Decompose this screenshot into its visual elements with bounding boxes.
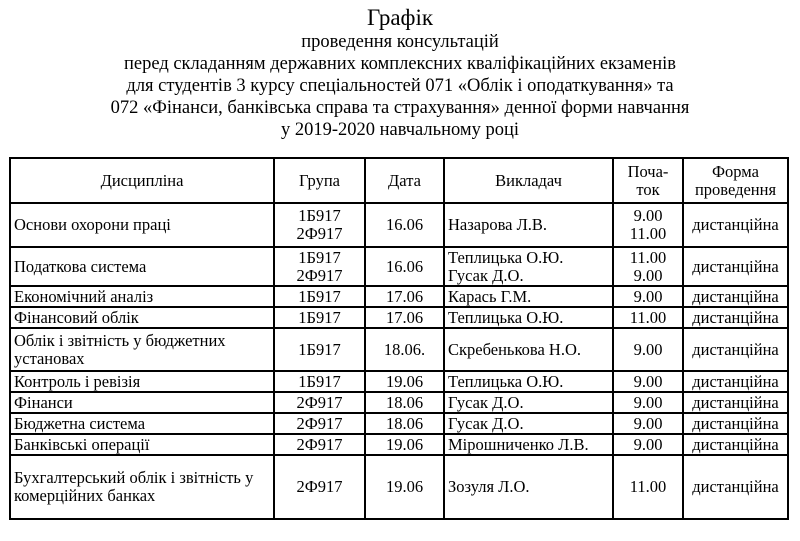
cell-form: дистанційна xyxy=(683,203,788,247)
cell-form: дистанційна xyxy=(683,413,788,434)
cell-date: 18.06. xyxy=(365,328,444,371)
cell-teacher: Зозуля Л.О. xyxy=(444,455,613,519)
cell-start: 9.00 xyxy=(613,413,683,434)
cell-discipline: Бухгалтерський облік і звітність у комерційних банках xyxy=(10,455,274,519)
cell-teacher: Теплицька О.Ю. xyxy=(444,371,613,392)
cell-date: 18.06 xyxy=(365,392,444,413)
cell-start: 11.00 xyxy=(613,307,683,328)
cell-start: 9.00 xyxy=(613,434,683,455)
cell-teacher: Теплицька О.Ю. xyxy=(444,307,613,328)
cell-discipline: Економічний аналіз xyxy=(10,286,274,307)
cell-teacher: Мірошниченко Л.В. xyxy=(444,434,613,455)
document-title: Графік xyxy=(366,5,434,30)
cell-discipline: Облік і звітність у бюджетних установах xyxy=(10,328,274,371)
cell-start: 9.00 xyxy=(613,392,683,413)
document-header xyxy=(0,4,800,141)
cell-teacher: Гусак Д.О. xyxy=(444,392,613,413)
cell-form: дистанційна xyxy=(683,247,788,286)
cell-form: дистанційна xyxy=(683,455,788,519)
cell-start: 11.00 xyxy=(613,455,683,519)
header-line-2: перед складанням державних комплексних кваліфікаційних екзаменів xyxy=(123,54,677,74)
cell-group: 1Б917 2Ф917 xyxy=(274,203,365,247)
column-header-group: Група xyxy=(274,158,365,203)
cell-discipline: Фінансовий облік xyxy=(10,307,274,328)
cell-discipline: Податкова система xyxy=(10,247,274,286)
table-row xyxy=(10,247,788,286)
cell-form: дистанційна xyxy=(683,371,788,392)
column-header-date: Дата xyxy=(365,158,444,203)
cell-teacher: Назарова Л.В. xyxy=(444,203,613,247)
table-row xyxy=(10,455,788,519)
cell-discipline: Бюджетна система xyxy=(10,413,274,434)
cell-form: дистанційна xyxy=(683,307,788,328)
cell-discipline: Банківські операції xyxy=(10,434,274,455)
cell-start: 9.00 11.00 xyxy=(613,203,683,247)
table-row xyxy=(10,434,788,455)
cell-discipline: Основи охорони праці xyxy=(10,203,274,247)
cell-date: 16.06 xyxy=(365,247,444,286)
table-header-row xyxy=(10,158,788,203)
column-header-discipline: Дисципліна xyxy=(10,158,274,203)
cell-teacher: Гусак Д.О. xyxy=(444,413,613,434)
header-line-4: 072 «Фінанси, банківська справа та страхування» денної форми навчання xyxy=(110,98,690,118)
cell-start: 9.00 xyxy=(613,286,683,307)
table-row xyxy=(10,286,788,307)
cell-group: 1Б917 xyxy=(274,286,365,307)
cell-group: 1Б917 xyxy=(274,371,365,392)
header-line-3: для студентів 3 курсу спеціальностей 071 «Облік і оподаткування» та xyxy=(126,76,674,96)
cell-teacher: Теплицька О.Ю. Гусак Д.О. xyxy=(444,247,613,286)
cell-group: 1Б917 xyxy=(274,328,365,371)
cell-teacher: Скребенькова Н.О. xyxy=(444,328,613,371)
cell-date: 19.06 xyxy=(365,434,444,455)
column-header-form: Форма проведення xyxy=(683,158,788,203)
cell-date: 17.06 xyxy=(365,286,444,307)
cell-group: 2Ф917 xyxy=(274,392,365,413)
cell-group: 2Ф917 xyxy=(274,455,365,519)
cell-date: 16.06 xyxy=(365,203,444,247)
cell-group: 2Ф917 xyxy=(274,434,365,455)
cell-discipline: Контроль і ревізія xyxy=(10,371,274,392)
column-header-start: Поча- ток xyxy=(613,158,683,203)
cell-teacher: Карась Г.М. xyxy=(444,286,613,307)
cell-group: 1Б917 2Ф917 xyxy=(274,247,365,286)
table-row xyxy=(10,203,788,247)
column-header-teacher: Викладач xyxy=(444,158,613,203)
cell-form: дистанційна xyxy=(683,434,788,455)
cell-form: дистанційна xyxy=(683,392,788,413)
header-line-5: у 2019-2020 навчальному році xyxy=(280,120,520,140)
table-row xyxy=(10,328,788,371)
table-row xyxy=(10,371,788,392)
table-row xyxy=(10,307,788,328)
cell-form: дистанційна xyxy=(683,286,788,307)
table-row xyxy=(10,392,788,413)
cell-date: 18.06 xyxy=(365,413,444,434)
header-line-1: проведення консультацій xyxy=(301,32,499,52)
cell-start: 9.00 xyxy=(613,371,683,392)
cell-group: 1Б917 xyxy=(274,307,365,328)
cell-discipline: Фінанси xyxy=(10,392,274,413)
consultation-schedule-table xyxy=(9,157,789,520)
cell-date: 19.06 xyxy=(365,371,444,392)
cell-form: дистанційна xyxy=(683,328,788,371)
cell-group: 2Ф917 xyxy=(274,413,365,434)
cell-date: 17.06 xyxy=(365,307,444,328)
cell-start: 11.00 9.00 xyxy=(613,247,683,286)
cell-start: 9.00 xyxy=(613,328,683,371)
table-row xyxy=(10,413,788,434)
cell-date: 19.06 xyxy=(365,455,444,519)
